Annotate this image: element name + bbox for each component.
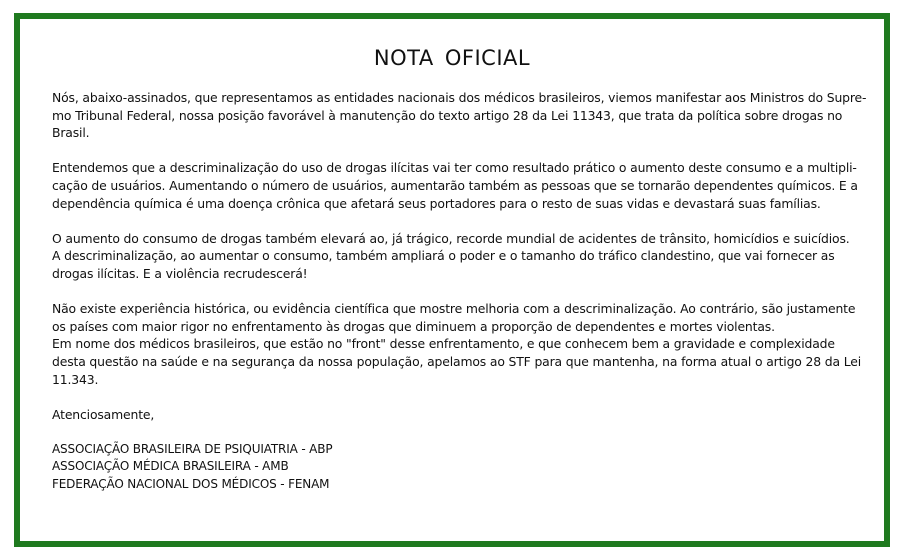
paragraph-line: Entendemos que a descriminalização do uso de drogas ilícitas vai ter como resultado prático o aumento deste consumo e a multipli-	[52, 160, 857, 176]
signatory-fenam: FEDERAÇÃO NACIONAL DOS MÉDICOS - FENAM	[52, 477, 330, 492]
paragraph-4	[52, 300, 860, 388]
paragraph-line: os países com maior rigor no enfrentamento às drogas que diminuem a proporção de dependentes e mortes violentas.	[52, 318, 775, 334]
paragraph-2	[52, 159, 860, 212]
document-body	[52, 89, 867, 494]
paragraph-line: drogas ilícitas. E a violência recrudescerá!	[52, 265, 308, 281]
page-title: NOTA OFICIAL	[373, 46, 531, 70]
signatory-amb: ASSOCIAÇÃO MÉDICA BRASILEIRA - AMB	[52, 459, 289, 474]
paragraph-line: A descriminalização, ao aumentar o consumo, também ampliará o poder e o tamanho do tráfico clandestino, que vai fornecer as	[52, 248, 835, 264]
paragraph-line: Não existe experiência histórica, ou evidência científica que mostre melhoria com a descriminalização. Ao contrário, são justamente	[52, 301, 856, 317]
paragraph-3	[52, 230, 860, 283]
document-frame	[14, 13, 890, 547]
paragraph-line: O aumento do consumo de drogas também elevará ao, já trágico, recorde mundial de acidentes de trânsito, homicídios e suicídios.	[52, 230, 850, 246]
paragraph-line: 11.343.	[52, 371, 99, 387]
paragraph-line: Em nome dos médicos brasileiros, que estão no "front" desse enfrentamento, e que conhecem bem a gravidade e complexidade	[52, 336, 835, 352]
paragraph-line: Brasil.	[52, 125, 90, 141]
signatory-abp: ASSOCIAÇÃO BRASILEIRA DE PSIQUIATRIA - ABP	[52, 441, 333, 456]
paragraph-1	[52, 89, 867, 142]
paragraph-line: mo Tribunal Federal, nossa posição favorável à manutenção do texto artigo 28 da Lei 11343, que trata da política sobre drogas no	[52, 107, 843, 123]
paragraph-line: dependência química é uma doença crônica que afetará seus portadores para o resto de suas vidas e devastará suas famílias.	[52, 195, 821, 211]
paragraph-line: cação de usuários. Aumentando o número de usuários, aumentarão também as pessoas que se tornarão dependentes químicos. E a	[52, 177, 858, 193]
closing: Atenciosamente,	[52, 406, 155, 422]
paragraph-line: Nós, abaixo-assinados, que representamos as entidades nacionais dos médicos brasileiros, viemos manifestar aos Ministros do Supre-	[52, 90, 867, 105]
signatories	[52, 441, 860, 494]
paragraph-line: desta questão na saúde e na segurança da nossa população, apelamos ao STF para que mantenha, na forma atual o artigo 28 da Lei	[52, 353, 862, 369]
